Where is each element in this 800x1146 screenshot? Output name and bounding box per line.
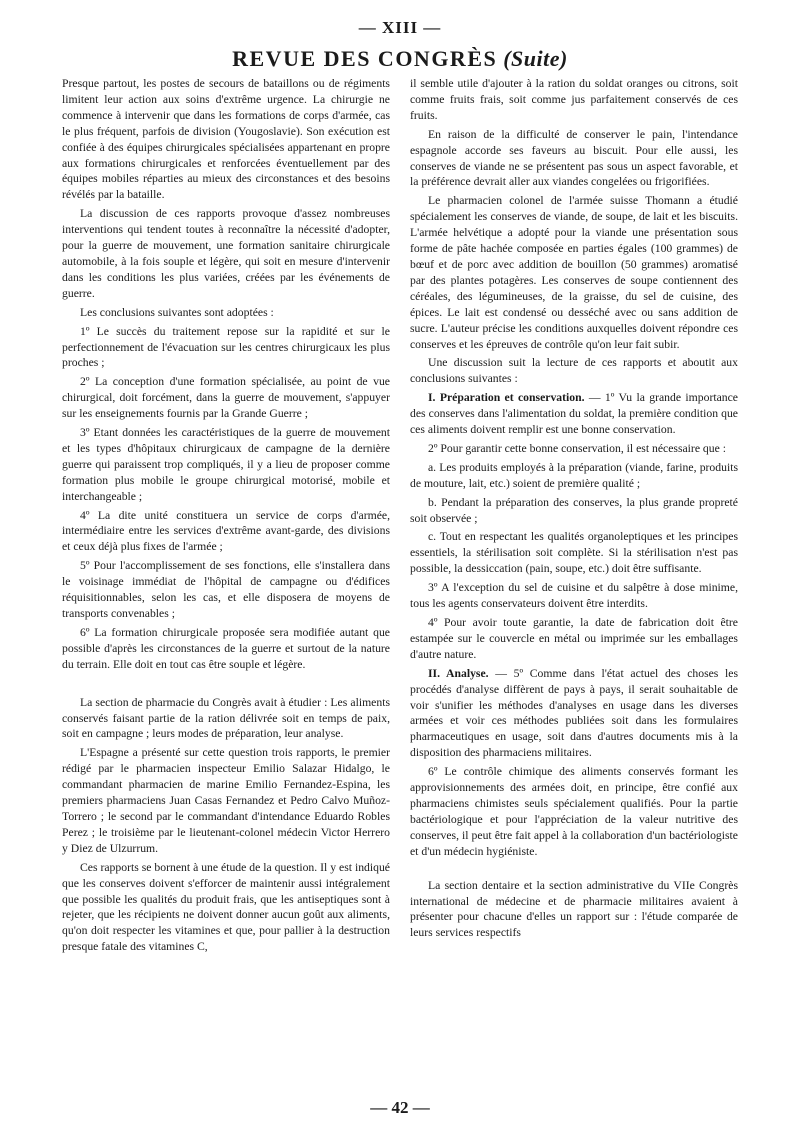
conclusion-item: 6º La formation chirurgicale proposée sera modifiée autant que possible d'après les circonstances de la guerre et surtout de la nature du terrain. Elle doit en tout cas être souple et légère. — [62, 625, 390, 671]
paragraph: La section de pharmacie du Congrès avait à étudier : Les aliments conservés faisant partie de la ration délivrée soit en temps de paix, soit en campagne ; leurs modes de préparation, leur analyse. — [62, 695, 390, 741]
right-column — [410, 76, 738, 941]
conclusion-item: b. Pendant la préparation des conserves, la plus grande propreté soit observée ; — [410, 495, 738, 525]
conclusion-item: 5º Pour l'accomplissement de ses fonctions, elle s'installera dans le voisinage immédiat de l'hôpital de campagne ou d'édifices réquisitionnables, selon les cas, et elle disposera de moyens de transports convenables ; — [62, 559, 390, 620]
paragraph: La discussion de ces rapports provoque d'assez nombreuses interventions qui tendent toutes à reconnaître la nécessité d'adopter, pour la guerre de mouvement, une formation sanitaire chirurgicale automobile, à la fois souple et légère, qui soit en mesure d'intervenir dans les conditions les plus variées, créées par les événements de guerre. — [62, 207, 390, 300]
paragraph: La section dentaire et la section administrative du VIIe Congrès international de médecine et de pharmacie militaires avaient à présenter pour chacune d'elles un rapport sur : l'étude comparée de leurs services respectifs — [410, 878, 738, 940]
section-heading: II. Analyse. — [428, 666, 489, 680]
paragraph: En raison de la difficulté de conserver le pain, l'intendance espagnole accorde ses faveurs au biscuit. Pour elle aussi, les conserves de viande ne se présentent pas sous un aspect favorable, et la préférence devrait aller aux viandes congelées ou frigorifiées. — [410, 127, 738, 189]
conclusion-item: 2º Pour garantir cette bonne conservation, il est nécessaire que : — [428, 441, 726, 455]
paragraph: Le pharmacien colonel de l'armée suisse Thomann a étudié spécialement les conserves de viande, de soupe, de lait et les biscuits. L'armée helvétique a adopté pour la viande une présentation sous forme de pâte hachée composée en parties égales (100 grammes) de bœuf et de porc avec addition de bouillon (50 grammes) aromatisé par des plantes potagères. Les conserves de soupe contiennent des céréales, des légumineuses, de la graisse, du sel de cuisine, des épices. Le lait est condensé ou desséché avec ou sans addition de sucre. L'auteur précise les conditions auxquelles doivent répondre ces conserves et les épreuves de contrôle qu'on leur fait subir. — [410, 194, 738, 351]
paragraph: Presque partout, les postes de secours de bataillons ou de régiments limitent leur action aux soins d'extrême urgence. La chirurgie ne commence à intervenir que dans les formations de corps d'armée, cas le plus fréquent, parfois de division (Yougoslavie). Son exécution est confiée à des équipes chirurgicales spécialisées appartenant en propre aux formations chirurgicales et renforcées éventuellement par des équipes mobiles réparties au mieux des circonstances et des besoins révélés par la bataille. — [62, 77, 390, 202]
conclusion-item: 4º Pour avoir toute garantie, la date de fabrication doit être estampée sur le couvercle en métal ou imprimée sur les emballages d'autre nature. — [410, 616, 738, 661]
paragraph: L'Espagne a présenté sur cette question trois rapports, le premier rédigé par le pharmacien inspecteur Emilio Salazar Hidalgo, le commandant pharmacien de marine Emilio Fernandez-Espina, les premiers pharmaciens Juan Casas Fernandez et Pedro Calvo Muñoz-Torrero ; le second par le commandant d'intendance Eduardo Robles Perez ; le troisième par le lieutenant-colonel médecin Victor Herrero y Diez de Ulzurrum. — [62, 746, 390, 855]
paragraph: il semble utile d'ajouter à la ration du soldat oranges ou citrons, soit comme fruits frais, soit comme jus parfaitement conservés de ces fruits. — [410, 77, 738, 122]
conclusion-item: a. Les produits employés à la préparation (viande, farine, produits de mouture, lait, etc.) soient de première qualité ; — [410, 460, 738, 490]
conclusion-item: 2º La conception d'une formation spécialisée, au point de vue chirurgical, doit forcément, dans la guerre de mouvement, s'appuyer sur les enseignements fournis par la Grande Guerre ; — [62, 375, 390, 421]
page-number: — 42 — — [370, 1098, 430, 1117]
conclusion-item: 3º Etant données les caractéristiques de la guerre de mouvement et les types d'hôpitaux chirurgicaux de campagne de la dernière guerre qui paraissent trop compliqués, il y a lieu de proposer comme formation plus mobile le groupe chirurgical motorisé, mobile et interchangeable ; — [62, 426, 390, 503]
title-main: REVUE DES CONGRÈS — [232, 46, 498, 71]
section-preparation — [410, 390, 738, 438]
left-column — [62, 76, 390, 955]
title-suite: (Suite) — [503, 46, 568, 71]
section-heading: I. Préparation et conservation. — [428, 391, 585, 405]
conclusion-item: 3º A l'exception du sel de cuisine et du salpêtre à dose minime, tous les agents conservateurs doivent être interdits. — [410, 581, 738, 611]
conclusion-item: 6º Le contrôle chimique des aliments conservés formant les approvisionnements des armées doit, en principe, être confié aux pharmaciens chimistes seuls spécialement qualifiés. Pour la partie bactériologique et pour l'appréciation de la valeur nutritive des conserves, il peut être fait appel à la collaboration d'un bactériologiste et d'un médecin hygiéniste. — [410, 765, 738, 858]
paragraph: Ces rapports se bornent à une étude de la question. Il y est indiqué que les conserves doivent s'efforcer de maintenir aussi intégralement que possible les qualités du produit frais, que les antiseptiques sont à rejeter, que les récipients ne doivent donner aucun goût aux aliments, qu'on doit respecter les vitamines et que, pour pallier à la destruction presque fatale des vitamines C, — [62, 860, 390, 954]
conclusion-item: 4º La dite unité constituera un service de corps d'armée, intermédiaire entre les services d'extrême avant-garde, des divisions et ceux déjà plus fixes de l'armée ; — [62, 508, 390, 554]
section-text: — 1º Vu la grande importance des conserves dans l'alimentation du soldat, la première condition que ces aliments doivent remplir est une bonne conservation. — [410, 391, 738, 437]
conclusion-item: 1º Le succès du traitement repose sur la rapidité et sur le perfectionnement de l'évacuation sur les centres chirurgicaux les plus proches ; — [62, 324, 390, 370]
section-analyse — [410, 666, 738, 761]
paragraph: Une discussion suit la lecture de ces rapports et aboutit aux conclusions suivantes : — [410, 356, 738, 386]
section-text: — 5º Comme dans l'état actuel des choses les procédés d'analyse diffèrent de pays à pays, il serait souhaitable de voir s'unifier les méthodes d'analyses en usage dans les diverses armées et voir ces méthodes publiées soit dans les formulaires pharmaceutiques en usage, soit dans d'autres documents mis à la disposition des pharmaciens militaires. — [410, 666, 738, 760]
conclusion-item: c. Tout en respectant les qualités organoleptiques et les principes essentiels, la stérilisation soit complète. Si la stérilisation n'est pas possible, la dessiccation (pain, soupe, etc.) doit être suffisante. — [410, 530, 738, 576]
page-roman-numeral: — XIII — — [358, 18, 442, 37]
page-title — [0, 46, 800, 72]
paragraph: Les conclusions suivantes sont adoptées : — [80, 305, 274, 319]
